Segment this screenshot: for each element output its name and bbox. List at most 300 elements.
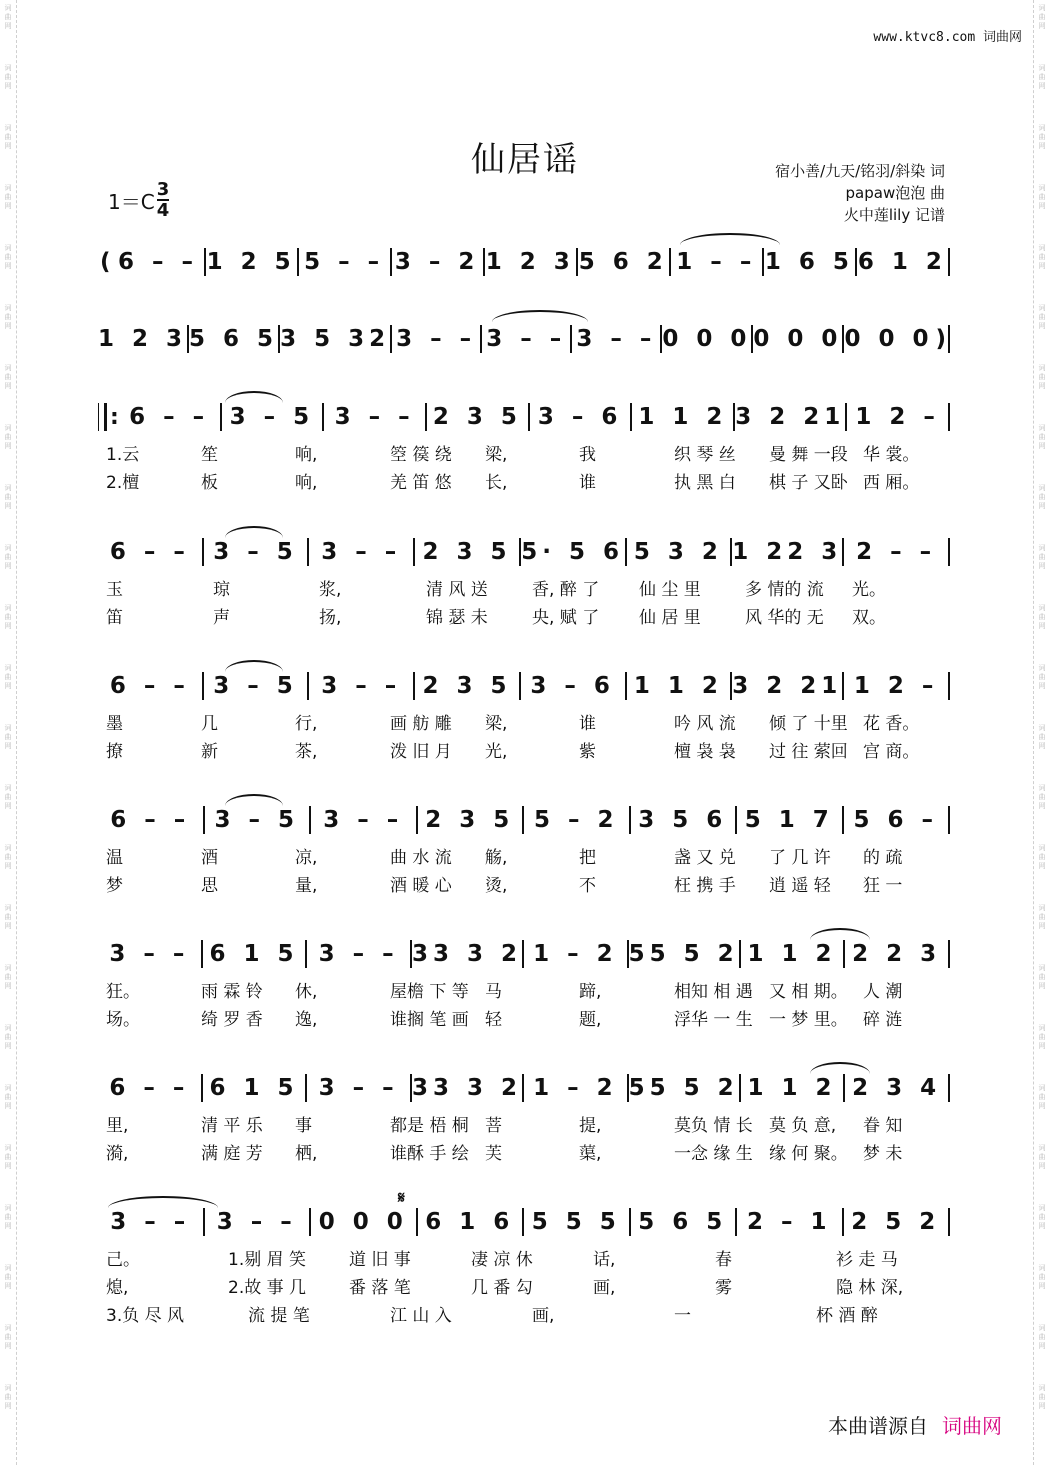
lyric-segment: 3.负 尽 风 (106, 1306, 185, 1326)
tie-arc (225, 660, 283, 672)
barline (948, 538, 950, 566)
measure: 1 – 2 (533, 1075, 618, 1101)
measure: 6 – – (110, 807, 191, 833)
measure: 3 2 21 (732, 673, 843, 699)
lyric-segment: 梦 未 (863, 1144, 903, 1164)
lyric-line (98, 737, 950, 762)
lyric-segment: 提, (579, 1116, 602, 1136)
side-watermark: 词 曲 网 (1038, 484, 1046, 510)
side-watermark: 词 曲 网 (1038, 304, 1046, 330)
lyric-segment: 几 番 勾 (471, 1278, 533, 1298)
lyric-segment: 撩 (106, 742, 123, 762)
lyric-segment: 隐 林 深, (836, 1278, 904, 1298)
lyric-segment: 玉 (106, 580, 123, 600)
side-watermark: 词 曲 网 (1038, 1204, 1046, 1230)
time-signature-denominator: 4 (156, 200, 170, 221)
measure: 3 – – (576, 326, 657, 352)
measure: 1 1 2 (633, 673, 723, 699)
measure: 3 – – (396, 326, 477, 352)
side-watermark: 词 曲 网 (4, 844, 12, 870)
lyric-line (98, 575, 950, 600)
side-watermark: 词 曲 网 (4, 604, 12, 630)
lyric-segment: 谁酥 手 绘 (390, 1144, 469, 1164)
measure: 1 22 3 (732, 539, 843, 565)
measure: 5 – 2 (533, 807, 619, 833)
measure: 6 1 5 (209, 941, 299, 967)
side-watermark: 词 曲 网 (4, 904, 12, 930)
measure: 5· 5 6 (521, 539, 625, 565)
side-watermark: 词 曲 网 (1038, 724, 1046, 750)
side-watermark: 词 曲 网 (1038, 1264, 1046, 1290)
notation-row (98, 535, 950, 569)
measure: 0 0 0 (662, 326, 752, 352)
tie-arc (108, 1196, 218, 1208)
lyric-segment: 不 (579, 876, 596, 896)
tie-arc (680, 233, 780, 245)
measure: 5 6 5 (189, 326, 279, 352)
lyric-segment: 吟 风 流 (674, 714, 736, 734)
lyric-segment: 流 提 笔 (248, 1306, 310, 1326)
measure: 1 2 5 (206, 249, 296, 275)
side-watermark: 词 曲 网 (1038, 784, 1046, 810)
lyric-segment: 蕖, (579, 1144, 602, 1164)
notation-row (98, 669, 950, 703)
notation-row (98, 322, 950, 356)
transcriber-credit: 火中莲lily 记谱 (843, 206, 945, 224)
lyric-segment: 织 琴 丝 (674, 445, 736, 465)
side-watermark: 词 曲 网 (1038, 4, 1046, 30)
measure: 3 – 6 (530, 673, 615, 699)
measure: 6 – – (129, 404, 210, 430)
measure: 1 2 – (855, 404, 940, 430)
footer-brand[interactable]: 词曲网 (942, 1414, 1002, 1438)
side-watermark: 词 曲 网 (4, 1324, 12, 1350)
song-title: 仙居谣 (471, 140, 579, 180)
lyric-segment: 酒 (201, 848, 218, 868)
lyric-segment: 扬, (319, 608, 342, 628)
lyric-segment: 几 (201, 714, 218, 734)
side-watermark: 词 曲 网 (4, 1384, 12, 1410)
side-watermark: 词 曲 网 (4, 1204, 12, 1230)
lyric-segment: 栖, (295, 1144, 318, 1164)
lyric-line (98, 1139, 950, 1164)
lyric-segment: 泼 旧 月 (390, 742, 452, 762)
lyric-segment: 多 情的 流 (745, 580, 824, 600)
lyric-segment: 衫 走 马 (836, 1250, 898, 1270)
side-watermark: 词 曲 网 (4, 1084, 12, 1110)
lyric-segment: 响, (295, 445, 318, 465)
measure: 33 3 2 (411, 1075, 522, 1101)
side-watermark: 词 曲 网 (4, 664, 12, 690)
lyric-segment: 西 厢。 (863, 473, 920, 493)
lyric-segment: 声 (213, 608, 230, 628)
measure: 3 – – (323, 807, 404, 833)
lyric-segment: 狂。 (106, 982, 140, 1002)
measure: 3 – 5 (213, 673, 298, 699)
lyric-segment: 清 风 送 (426, 580, 488, 600)
measure: 3 – 5 (229, 404, 315, 430)
barline (948, 940, 950, 968)
lyric-segment: 1.云 (106, 445, 140, 465)
side-watermark: 词 曲 网 (1038, 604, 1046, 630)
lyric-segment: 番 落 笔 (349, 1278, 411, 1298)
lyric-segment: 墨 (106, 714, 123, 734)
lyric-segment: 2.檀 (106, 473, 140, 493)
lyric-segment: 逍 遥 轻 (769, 876, 831, 896)
lyric-segment: 梁, (485, 714, 508, 734)
measure: 2 3 5 (422, 673, 512, 699)
lyric-segment: 江 山 入 (390, 1306, 452, 1326)
repeat-dots: : (110, 404, 119, 430)
side-watermark: 词 曲 网 (4, 1144, 12, 1170)
measure: 5 6 – (853, 807, 939, 833)
lyric-segment: 轻 (485, 1010, 502, 1030)
side-watermark: 词 曲 网 (4, 784, 12, 810)
lyric-segment: 箜 篌 绕 (390, 445, 452, 465)
measure: 1 6 5 (764, 249, 854, 275)
measure: 2 3 5 (425, 807, 515, 833)
measure: 2 – – (856, 539, 937, 565)
time-signature-numerator: 3 (156, 179, 170, 200)
measure: 3 – 6 (537, 404, 623, 430)
barline (948, 1074, 950, 1102)
lyric-segment: 光, (485, 742, 508, 762)
credits (775, 160, 945, 226)
lyric-segment: 风 华的 无 (745, 608, 824, 628)
barline (948, 1208, 950, 1236)
barline (948, 248, 950, 276)
lyric-line (98, 1005, 950, 1030)
side-watermark: 词 曲 网 (4, 184, 12, 210)
lyric-segment: 画 舫 雕 (390, 714, 452, 734)
lyric-segment: 熄, (106, 1278, 129, 1298)
side-watermark: 词 曲 网 (1038, 244, 1046, 270)
side-watermark: 词 曲 网 (1038, 1024, 1046, 1050)
lyric-segment: 梦 (106, 876, 123, 896)
lyric-segment: 笙 (201, 445, 218, 465)
lyric-segment: 菩 (485, 1116, 502, 1136)
barline (948, 672, 950, 700)
lyric-segment: 枉 携 手 (674, 876, 736, 896)
lyric-segment: 檀 袅 袅 (674, 742, 736, 762)
lyric-segment: 又 相 期。 (769, 982, 848, 1002)
lyric-segment: 里, (106, 1116, 129, 1136)
measure: 6 – – (109, 673, 190, 699)
side-watermark: 词 曲 网 (1038, 1084, 1046, 1110)
measure: 55 5 2 (628, 1075, 739, 1101)
lyric-segment: 曲 水 流 (390, 848, 452, 868)
measure: 3 – 2 (394, 249, 480, 275)
tie-arc (810, 1062, 870, 1074)
measure: 3 – – (486, 326, 567, 352)
measure: 6 – – (118, 249, 199, 275)
measure: 0 0 0 (753, 326, 843, 352)
lyric-segment: 芙 (485, 1144, 502, 1164)
side-watermark: 词 曲 网 (1038, 664, 1046, 690)
lyric-segment: 光。 (852, 580, 886, 600)
measure: 2 3 5 (432, 404, 522, 430)
lyric-segment: 马 (485, 982, 502, 1002)
lyric-segment: 莫负 情 长 (674, 1116, 753, 1136)
measure: 0 0 0 (318, 1209, 408, 1235)
lyric-segment: 琼 (213, 580, 230, 600)
lyric-segment: 执 黑 白 (674, 473, 736, 493)
tie-arc (810, 928, 870, 940)
lyric-segment: 央, 赋 了 (532, 608, 600, 628)
lyric-segment: 茶, (295, 742, 318, 762)
lyric-segment: 锦 瑟 未 (426, 608, 488, 628)
measure: 1 2 3 (485, 249, 575, 275)
measure: 1 1 2 (638, 404, 728, 430)
side-watermark: 词 曲 网 (4, 124, 12, 150)
lyric-segment: 己。 (106, 1250, 140, 1270)
measure: 1 – – (676, 249, 757, 275)
lyric-segment: 事 (295, 1116, 312, 1136)
measure: 33 3 2 (411, 941, 522, 967)
measure: 5 6 5 (638, 1209, 728, 1235)
lyric-segment: 一 梦 里。 (769, 1010, 848, 1030)
lyric-line (98, 1111, 950, 1136)
measure: 0 0 0 (844, 326, 934, 352)
measure: 1 – 2 (533, 941, 618, 967)
side-watermark: 词 曲 网 (1038, 1324, 1046, 1350)
lyric-segment: 行, (295, 714, 318, 734)
notation-row (98, 1205, 950, 1239)
measure: 3 – – (318, 1075, 399, 1101)
tie-arc (492, 310, 588, 322)
side-watermark: 词 曲 网 (4, 484, 12, 510)
key-signature (108, 180, 169, 220)
lyric-segment: 碎 涟 (863, 1010, 903, 1030)
side-watermark: 词 曲 网 (1038, 1384, 1046, 1410)
lyric-segment: 盏 又 兑 (674, 848, 736, 868)
lyric-line (98, 440, 950, 465)
side-watermark: 词 曲 网 (1038, 364, 1046, 390)
lyric-segment: 把 (579, 848, 596, 868)
measure: 1 2 – (853, 673, 939, 699)
lyric-segment: 题, (579, 1010, 602, 1030)
lyric-segment: 一 (674, 1306, 691, 1326)
lyric-segment: 笛 (106, 608, 123, 628)
measure: 3 – – (321, 539, 402, 565)
lyric-segment: 酒 暖 心 (390, 876, 452, 896)
side-watermark: 词 曲 网 (4, 244, 12, 270)
measure: 3 – 5 (213, 539, 298, 565)
side-watermark: 词 曲 网 (4, 1264, 12, 1290)
lyric-segment: 香, 醉 了 (532, 580, 600, 600)
measure: 6 1 6 (425, 1209, 515, 1235)
measure: 3 – – (110, 1209, 191, 1235)
lyric-segment: 凉, (295, 848, 318, 868)
lyric-segment: 我 (579, 445, 596, 465)
measure: 3 5 32 (280, 326, 391, 352)
lyric-segment: 道 旧 事 (349, 1250, 411, 1270)
lyric-segment: 2.故 事 几 (228, 1278, 307, 1298)
lyric-segment: 量, (295, 876, 318, 896)
footer-text: 本曲谱源自 (828, 1414, 928, 1438)
lyric-segment: 板 (201, 473, 218, 493)
measure: 6 – – (109, 1075, 190, 1101)
lyric-segment: 曼 舞 一段 (769, 445, 848, 465)
lyric-segment: 休, (295, 982, 318, 1002)
side-watermark: 词 曲 网 (4, 964, 12, 990)
side-watermark: 词 曲 网 (1038, 184, 1046, 210)
measure: 6 1 5 (209, 1075, 299, 1101)
measure: 5 6 2 (578, 249, 668, 275)
measure: 3 – – (109, 941, 190, 967)
lyricist-credit: 宿小善/九天/铭羽/斜染 词 (775, 162, 945, 180)
side-watermark: 词 曲 网 (4, 64, 12, 90)
lyric-segment: 梁, (485, 445, 508, 465)
side-watermark: 词 曲 网 (1038, 844, 1046, 870)
lyric-segment: 满 庭 芳 (201, 1144, 263, 1164)
side-watermark: 词 曲 网 (1038, 964, 1046, 990)
lyric-segment: 华 裳。 (863, 445, 920, 465)
lyric-segment: 雾 (715, 1278, 732, 1298)
measure: 6 – – (109, 539, 190, 565)
lyric-line (98, 603, 950, 628)
lyric-line (98, 1273, 950, 1298)
measure: 3 – – (334, 404, 415, 430)
side-watermark: 词 曲 网 (1038, 64, 1046, 90)
lyric-line (98, 871, 950, 896)
lyric-segment: 温 (106, 848, 123, 868)
barline (948, 403, 950, 431)
measure: 2 3 5 (422, 539, 512, 565)
lyric-segment: 浮华 一 生 (674, 1010, 753, 1030)
barline (948, 325, 950, 353)
measure: 2 3 4 (852, 1075, 942, 1101)
lyric-segment: 眷 知 (863, 1116, 903, 1136)
lyric-segment: 谁 (579, 473, 596, 493)
key-label: 1＝C (108, 189, 155, 214)
lyric-segment: 凄 凉 休 (471, 1250, 533, 1270)
lyric-segment: 缘 何 聚。 (769, 1144, 848, 1164)
lyric-segment: 谁 (579, 714, 596, 734)
lyric-segment: 烫, (485, 876, 508, 896)
measure: 1 1 2 (747, 1075, 837, 1101)
measure: 2 5 2 (851, 1209, 941, 1235)
lyric-segment: 紫 (579, 742, 596, 762)
lyric-segment: 绮 罗 香 (201, 1010, 263, 1030)
lyric-segment: 长, (485, 473, 508, 493)
side-watermark: 词 曲 网 (1038, 904, 1046, 930)
lyric-line (98, 1301, 950, 1326)
side-watermark: 词 曲 网 (4, 4, 12, 30)
lyric-segment: 新 (201, 742, 218, 762)
lyric-line (98, 709, 950, 734)
lyric-segment: 相知 相 遇 (674, 982, 753, 1002)
side-watermark: 词 曲 网 (4, 1024, 12, 1050)
lyric-line (98, 1245, 950, 1270)
side-watermark: 词 曲 网 (1038, 1144, 1046, 1170)
barline (948, 806, 950, 834)
lyric-segment: 思 (201, 876, 218, 896)
measure: 5 1 7 (744, 807, 834, 833)
tie-arc (225, 794, 283, 806)
side-watermark: 词 曲 网 (4, 724, 12, 750)
lyric-line (98, 977, 950, 1002)
lyric-segment: 画, (593, 1278, 616, 1298)
notation-row (98, 245, 950, 279)
side-watermark: 词 曲 网 (1038, 424, 1046, 450)
notation-row (98, 803, 950, 837)
notation-row (98, 937, 950, 971)
notation-row (98, 1071, 950, 1105)
lyric-segment: 响, (295, 473, 318, 493)
lyric-segment: 觞, (485, 848, 508, 868)
measure: 3 2 21 (735, 404, 846, 430)
footer-source (828, 1410, 1002, 1439)
lyric-segment: 过 往 萦回 (769, 742, 848, 762)
measure: 3 – – (318, 941, 399, 967)
lyric-segment: 的 疏 (863, 848, 903, 868)
lyric-segment: 春 (715, 1250, 732, 1270)
composer-credit: papaw泡泡 曲 (845, 184, 945, 202)
lyric-segment: 杯 酒 醉 (816, 1306, 878, 1326)
lyric-segment: 画, (532, 1306, 555, 1326)
side-watermark: 词 曲 网 (4, 304, 12, 330)
site-url[interactable]: www.ktvc8.com 词曲网 (873, 30, 1022, 45)
tie-arc (225, 391, 283, 403)
lyric-segment: 漪, (106, 1144, 129, 1164)
lyric-segment: 蹄, (579, 982, 602, 1002)
time-signature (157, 180, 170, 220)
lyric-segment: 宫 商。 (863, 742, 920, 762)
notation-row (98, 400, 950, 434)
lyric-line (98, 468, 950, 493)
lyric-segment: 逸, (295, 1010, 318, 1030)
lyric-segment: 了 几 许 (769, 848, 831, 868)
measure: 3 – – (216, 1209, 297, 1235)
lyric-line (98, 843, 950, 868)
side-watermark: 词 曲 网 (4, 424, 12, 450)
measure: 6 1 2 (857, 249, 947, 275)
lyric-segment: 浆, (319, 580, 342, 600)
measure: 5 – – (304, 249, 385, 275)
lyric-segment: 雨 霖 铃 (201, 982, 263, 1002)
measure: 3 – – (321, 673, 402, 699)
side-watermark: 词 曲 网 (1038, 544, 1046, 570)
lyric-segment: 棋 子 又卧 (769, 473, 848, 493)
lyric-segment: 谁搁 笔 画 (390, 1010, 469, 1030)
measure: 3 – 5 (214, 807, 300, 833)
lyric-segment: 倾 了 十里 (769, 714, 848, 734)
measure: 2 – 1 (746, 1209, 832, 1235)
lyric-segment: 莫 负 意, (769, 1116, 837, 1136)
measure: 1 1 2 (747, 941, 837, 967)
left-border-strip (0, 0, 17, 1465)
side-watermark: 词 曲 网 (4, 544, 12, 570)
lyric-segment: 仙 尘 里 (639, 580, 701, 600)
measure: 2 2 3 (852, 941, 942, 967)
measure: 3 5 6 (638, 807, 728, 833)
segno-icon: 𝄋 (398, 1188, 405, 1207)
lyric-segment: 一念 缘 生 (674, 1144, 753, 1164)
side-watermark: 词 曲 网 (1038, 124, 1046, 150)
lyric-segment: 狂 一 (863, 876, 903, 896)
close-paren: ) (935, 326, 946, 352)
side-watermark: 词 曲 网 (4, 364, 12, 390)
lyric-segment: 人 潮 (863, 982, 903, 1002)
lyric-segment: 仙 居 里 (639, 608, 701, 628)
repeat-start-barline (98, 403, 107, 431)
measure: 5 3 2 (633, 539, 723, 565)
lyric-segment: 都是 梧 桐 (390, 1116, 469, 1136)
measure: 5 5 5 (531, 1209, 621, 1235)
lyric-segment: 双。 (852, 608, 886, 628)
measure: 1 2 3 (98, 326, 188, 352)
